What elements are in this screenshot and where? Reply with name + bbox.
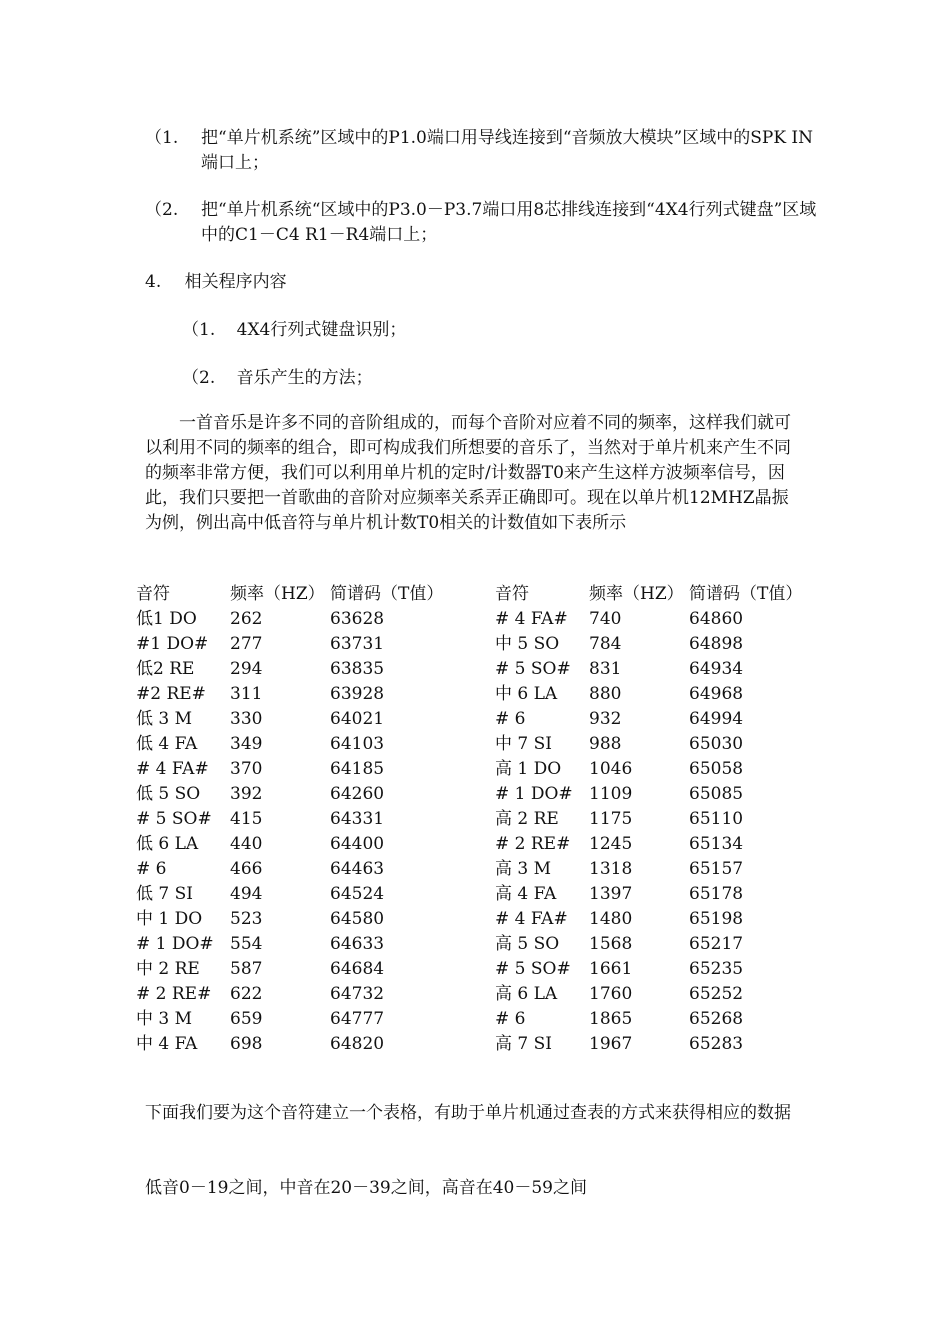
- cell-note: #1 DO#: [136, 634, 209, 654]
- cell-t-value-2: 65157: [689, 859, 744, 879]
- table-row: [136, 932, 802, 957]
- cell-note: 中 3 M: [136, 1009, 193, 1029]
- cell-note: 中 4 FA: [136, 1034, 198, 1054]
- header-note: 音符: [136, 584, 170, 604]
- cell-note-2: 高 3 M: [495, 859, 552, 879]
- cell-frequency: 262: [230, 609, 263, 629]
- subitem-1: [182, 318, 406, 343]
- cell-t-value: 64463: [330, 859, 385, 879]
- cell-note-2: 高 5 SO: [495, 934, 560, 954]
- cell-note-2: # 1 DO#: [495, 784, 573, 804]
- step-1-number: （1.: [145, 128, 179, 148]
- cell-t-value-2: 65217: [689, 934, 744, 954]
- table-row: [136, 1007, 802, 1032]
- cell-t-value: 64580: [330, 909, 385, 929]
- cell-t-value-2: 65110: [689, 809, 744, 829]
- table-row: [136, 682, 802, 707]
- cell-note-2: 高 4 FA: [495, 884, 557, 904]
- cell-frequency-2: 1318: [589, 859, 633, 879]
- cell-t-value: 64820: [330, 1034, 385, 1054]
- cell-frequency: 587: [230, 959, 263, 979]
- cell-note-2: # 6: [495, 709, 526, 729]
- cell-note: # 4 FA#: [136, 759, 209, 779]
- cell-note-2: # 6: [495, 1009, 526, 1029]
- cell-frequency: 440: [230, 834, 263, 854]
- cell-t-value-2: 65178: [689, 884, 744, 904]
- cell-note-2: 中 6 LA: [495, 684, 558, 704]
- cell-note: 低 5 SO: [136, 784, 201, 804]
- cell-t-value: 64732: [330, 984, 385, 1004]
- header-t-value-2: 简谱码（T值）: [689, 584, 803, 604]
- cell-t-value-2: 64898: [689, 634, 744, 654]
- table-row: [136, 982, 802, 1007]
- cell-note: # 2 RE#: [136, 984, 212, 1004]
- cell-note: 低 6 LA: [136, 834, 199, 854]
- table-row: [136, 782, 802, 807]
- step-1-text: 把“单片机系统”区域中的P1.0端口用导线连接到“音频放大模块”区域中的SPK IN端口上；: [201, 128, 814, 173]
- intro-paragraph: 一首音乐是许多不同的音阶组成的，而每个音阶对应着不同的频率，这样我们就可以利用不同的频率的组合，即可构成我们所想要的音乐了，当然对于单片机来产生不同的频率非常方便，我们可以利用单片机的定时/计数器T0来产生这样方波频率信号，因此，我们只要把一首歌曲的音阶对应频率关系弄正确即可。现在以单片机12MHZ晶振为例，例出高中低音符与单片机计数T0相关的计数值如下表所示: [145, 413, 791, 533]
- cell-frequency: 523: [230, 909, 263, 929]
- cell-frequency: 494: [230, 884, 263, 904]
- cell-note: # 5 SO#: [136, 809, 212, 829]
- table-row: [136, 882, 802, 907]
- table-row: [136, 657, 802, 682]
- cell-frequency-2: 880: [589, 684, 622, 704]
- cell-frequency-2: 1760: [589, 984, 633, 1004]
- cell-t-value-2: 65134: [689, 834, 744, 854]
- cell-note: 中 2 RE: [136, 959, 200, 979]
- subitem-2-number: （2.: [182, 368, 216, 388]
- step-2-number: （2.: [145, 200, 179, 220]
- cell-frequency-2: 784: [589, 634, 622, 654]
- section-number: 4.: [145, 272, 162, 292]
- cell-t-value: 64260: [330, 784, 385, 804]
- cell-frequency: 415: [230, 809, 263, 829]
- cell-note: #2 RE#: [136, 684, 206, 704]
- cell-note: # 1 DO#: [136, 934, 214, 954]
- cell-frequency-2: 1480: [589, 909, 633, 929]
- cell-frequency: 622: [230, 984, 263, 1004]
- cell-t-value-2: 65283: [689, 1034, 744, 1054]
- cell-frequency-2: 1397: [589, 884, 633, 904]
- cell-t-value-2: 65252: [689, 984, 744, 1004]
- section-heading: [145, 270, 287, 295]
- cell-t-value-2: 64860: [689, 609, 744, 629]
- cell-note-2: 中 7 SI: [495, 734, 552, 754]
- cell-note-2: # 5 SO#: [495, 959, 571, 979]
- table-row: [136, 832, 802, 857]
- cell-frequency-2: 1109: [589, 784, 633, 804]
- cell-frequency-2: 740: [589, 609, 622, 629]
- cell-note: 低 7 SI: [136, 884, 193, 904]
- step-1: [145, 126, 825, 176]
- cell-frequency-2: 831: [589, 659, 622, 679]
- cell-t-value: 64185: [330, 759, 385, 779]
- cell-t-value: 63928: [330, 684, 385, 704]
- header-frequency-2: 频率（HZ）: [589, 584, 684, 604]
- after-table-paragraph: 下面我们要为这个音符建立一个表格，有助于单片机通过查表的方式来获得相应的数据: [145, 1103, 791, 1123]
- header-frequency: 频率（HZ）: [230, 584, 325, 604]
- cell-t-value: 63628: [330, 609, 385, 629]
- table-row: [136, 757, 802, 782]
- subitem-2-text: 音乐产生的方法；: [236, 368, 373, 388]
- table-row: [136, 632, 802, 657]
- note-frequency-table: [136, 582, 802, 1057]
- cell-frequency-2: 1568: [589, 934, 633, 954]
- table-row: [136, 957, 802, 982]
- cell-note: 低 3 M: [136, 709, 193, 729]
- cell-note-2: # 4 FA#: [495, 609, 568, 629]
- cell-t-value-2: 64934: [689, 659, 744, 679]
- cell-frequency-2: 932: [589, 709, 622, 729]
- table-row: [136, 707, 802, 732]
- cell-note: # 6: [136, 859, 167, 879]
- cell-frequency-2: 1175: [589, 809, 633, 829]
- cell-frequency: 311: [230, 684, 263, 704]
- cell-frequency-2: 1865: [589, 1009, 633, 1029]
- header-t-value: 简谱码（T值）: [330, 584, 444, 604]
- cell-t-value-2: 65198: [689, 909, 744, 929]
- table-row: [136, 732, 802, 757]
- cell-note: 低2 RE: [136, 659, 195, 679]
- table-row: [136, 907, 802, 932]
- cell-frequency: 698: [230, 1034, 263, 1054]
- cell-t-value-2: 65058: [689, 759, 744, 779]
- cell-frequency: 294: [230, 659, 263, 679]
- table-header-row: [136, 582, 802, 607]
- cell-note-2: # 4 FA#: [495, 909, 568, 929]
- cell-t-value-2: 65085: [689, 784, 744, 804]
- cell-t-value-2: 64994: [689, 709, 744, 729]
- cell-frequency-2: 988: [589, 734, 622, 754]
- cell-note-2: 高 1 DO: [495, 759, 562, 779]
- cell-t-value: 64684: [330, 959, 385, 979]
- cell-frequency-2: 1245: [589, 834, 633, 854]
- subitem-2: [182, 366, 373, 391]
- cell-note-2: 中 5 SO: [495, 634, 560, 654]
- step-2-text: 把“单片机系统“区域中的P3.0－P3.7端口用8芯排线连接到“4X4行列式键盘”区域中的C1－C4 R1－R4端口上；: [201, 200, 817, 245]
- cell-frequency: 392: [230, 784, 263, 804]
- cell-t-value: 64400: [330, 834, 385, 854]
- cell-note-2: # 2 RE#: [495, 834, 571, 854]
- step-2: [145, 198, 825, 248]
- cell-note-2: 高 7 SI: [495, 1034, 552, 1054]
- header-note-2: 音符: [495, 584, 529, 604]
- cell-t-value-2: 65030: [689, 734, 744, 754]
- cell-frequency: 277: [230, 634, 263, 654]
- pitch-ranges-line: 低音0－19之间，中音在20－39之间，高音在40－59之间: [145, 1178, 587, 1198]
- cell-note-2: 高 6 LA: [495, 984, 558, 1004]
- cell-t-value: 64777: [330, 1009, 385, 1029]
- cell-t-value: 64021: [330, 709, 385, 729]
- cell-note-2: 高 2 RE: [495, 809, 559, 829]
- cell-note: 低 4 FA: [136, 734, 198, 754]
- table-row: [136, 1032, 802, 1057]
- cell-note: 低1 DO: [136, 609, 197, 629]
- table-row: [136, 807, 802, 832]
- cell-frequency: 466: [230, 859, 263, 879]
- cell-note: 中 1 DO: [136, 909, 203, 929]
- cell-t-value: 64633: [330, 934, 385, 954]
- cell-t-value-2: 64968: [689, 684, 744, 704]
- cell-t-value: 63835: [330, 659, 385, 679]
- cell-frequency: 554: [230, 934, 263, 954]
- cell-t-value-2: 65268: [689, 1009, 744, 1029]
- cell-t-value: 63731: [330, 634, 385, 654]
- cell-note-2: # 5 SO#: [495, 659, 571, 679]
- cell-t-value: 64103: [330, 734, 385, 754]
- cell-t-value: 64331: [330, 809, 385, 829]
- subitem-1-text: 4X4行列式键盘识别；: [236, 320, 407, 340]
- table-row: [136, 607, 802, 632]
- cell-frequency: 349: [230, 734, 263, 754]
- table-row: [136, 857, 802, 882]
- cell-t-value: 64524: [330, 884, 385, 904]
- cell-t-value-2: 65235: [689, 959, 744, 979]
- cell-frequency: 659: [230, 1009, 263, 1029]
- cell-frequency-2: 1967: [589, 1034, 633, 1054]
- section-title: 相关程序内容: [184, 272, 287, 292]
- cell-frequency: 330: [230, 709, 263, 729]
- cell-frequency: 370: [230, 759, 263, 779]
- subitem-1-number: （1.: [182, 320, 216, 340]
- cell-frequency-2: 1046: [589, 759, 633, 779]
- cell-frequency-2: 1661: [589, 959, 633, 979]
